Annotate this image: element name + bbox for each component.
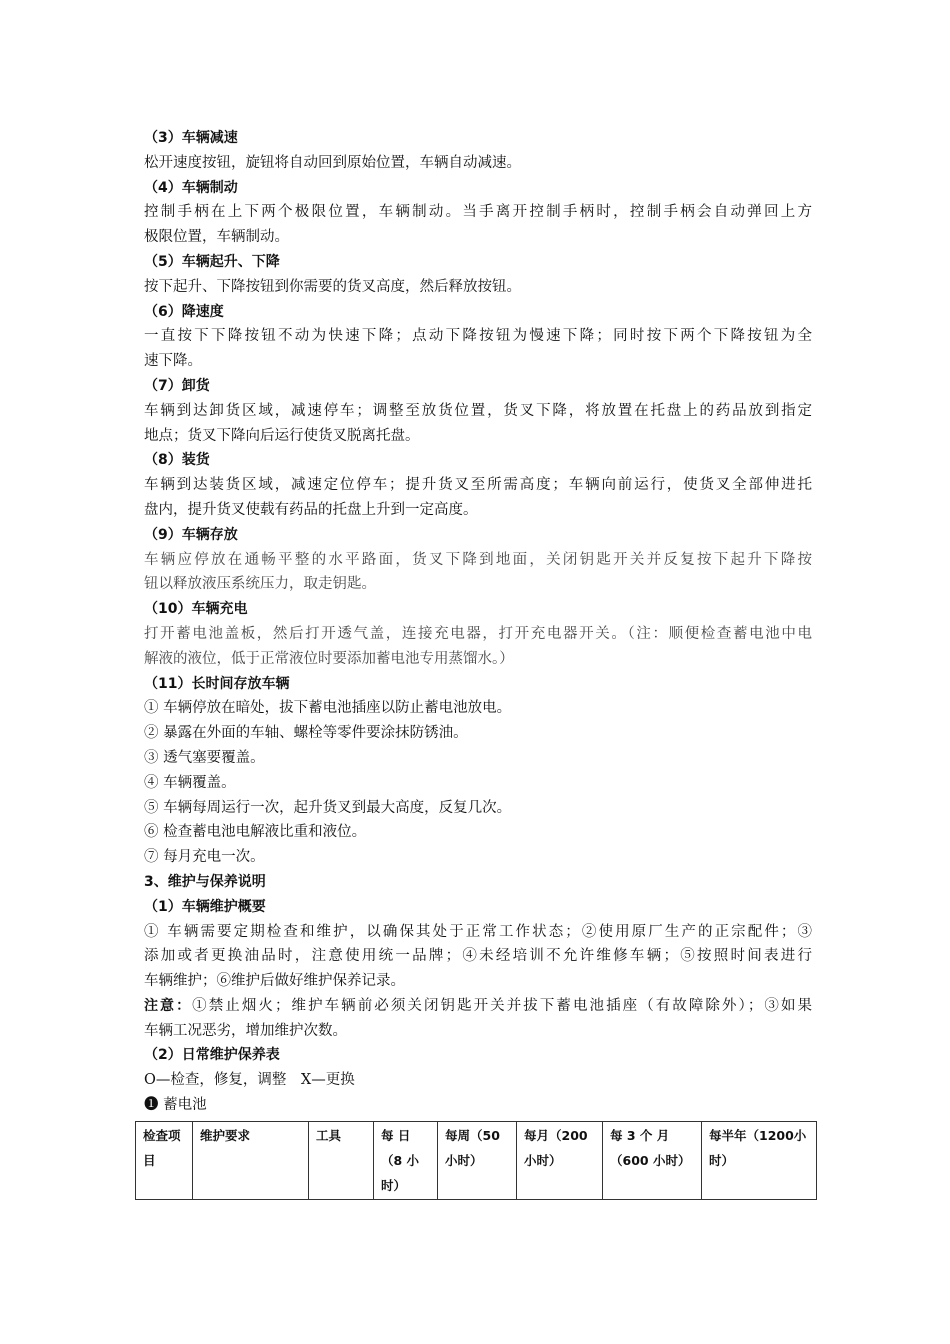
heading-maintenance-section: 3、维护与保养说明 — [144, 873, 266, 890]
paragraph-vehicle-braking-line1: 控制手柄在上下两个极限位置，车辆制动。当手离开控制手柄时，控制手柄会自动弹回上方 — [144, 204, 812, 221]
paragraph-loading-line2: 盘内，提升货叉使载有药品的托盘上升到一定高度。 — [144, 501, 478, 518]
heading-daily-maintenance-table: （2）日常维护保养表 — [144, 1047, 280, 1064]
paragraph-lowering-speed-line2: 速下降。 — [144, 353, 202, 370]
paragraph-maintenance-overview-line1: ① 车辆需要定期检查和维护，以确保其处于正常工作状态；②使用原厂生产的正宗配件；③ — [144, 923, 812, 940]
heading-vehicle-braking: （4）车辆制动 — [144, 179, 238, 196]
paragraph-unloading-line1: 车辆到达卸货区域，减速停车；调整至放货位置，货叉下降，将放置在托盘上的药品放到指定 — [144, 402, 812, 419]
paragraph-note-line1 — [144, 994, 812, 1019]
table-header-cell: 检查项目 — [136, 1122, 193, 1200]
list-item: ⑥ 检查蓄电池电解液比重和液位。 — [144, 824, 367, 841]
legend-text: O—检查，修复，调整 X—更换 — [144, 1072, 355, 1089]
list-item: ③ 透气塞要覆盖。 — [144, 749, 265, 766]
table-header-row — [136, 1122, 817, 1200]
table-header-cell: 每周（50小时） — [438, 1122, 517, 1200]
paragraph-lowering-speed-line1: 一直按下下降按钮不动为快速下降；点动下降按钮为慢速下降；同时按下两个下降按钮为全 — [144, 328, 812, 345]
note-text: ①禁止烟火；维护车辆前必须关闭钥匙开关并拔下蓄电池插座（有故障除外）；③如果 — [192, 997, 812, 1014]
heading-long-term-storage: （11）长时间存放车辆 — [144, 675, 290, 692]
maintenance-table — [135, 1121, 817, 1200]
paragraph-maintenance-overview-line3: 车辆维护；⑥维护后做好维护保养记录。 — [144, 973, 405, 990]
paragraph-vehicle-deceleration: 松开速度按钮，旋钮将自动回到原始位置，车辆自动减速。 — [144, 154, 521, 171]
paragraph-loading-line1: 车辆到达装货区域，减速定位停车；提升货叉至所需高度；车辆向前运行，使货叉全部伸进托 — [144, 477, 812, 494]
heading-vehicle-deceleration: （3）车辆减速 — [144, 130, 238, 146]
list-item: ① 车辆停放在暗处，拔下蓄电池插座以防止蓄电池放电。 — [144, 700, 512, 717]
heading-unloading: （7）卸货 — [144, 377, 210, 394]
table-header-cell: 维护要求 — [193, 1122, 309, 1200]
heading-vehicle-charging: （10）车辆充电 — [144, 601, 248, 618]
heading-vehicle-storage: （9）车辆存放 — [144, 526, 238, 543]
table-header-cell: 每半年（1200小时） — [702, 1122, 817, 1200]
paragraph-vehicle-charging-line1: 打开蓄电池盖板，然后打开透气盖，连接充电器，打开充电器开关。（注：顺便检查蓄电池中电 — [144, 625, 812, 642]
paragraph-vehicle-braking-line2: 极限位置，车辆制动。 — [144, 229, 289, 246]
table-header-cell: 每 日（8 小时） — [374, 1122, 438, 1200]
paragraph-unloading-line2: 地点；货叉下降向后运行使货叉脱离托盘。 — [144, 427, 420, 444]
heading-lift-lower: （5）车辆起升、下降 — [144, 253, 280, 270]
note-label: 注意： — [144, 997, 193, 1014]
paragraph-maintenance-overview-line2: 添加或者更换油品时，注意使用统一品牌；④未经培训不允许维修车辆；⑤按照时间表进行 — [144, 948, 812, 965]
list-item: ④ 车辆覆盖。 — [144, 774, 236, 791]
paragraph-vehicle-charging-line2: 解液的液位，低于正常液位时要添加蓄电池专用蒸馏水。） — [144, 650, 514, 667]
document-content — [144, 126, 812, 1118]
heading-loading: （8）装货 — [144, 452, 210, 469]
table-header-cell: 工具 — [309, 1122, 374, 1200]
paragraph-lift-lower: 按下起升、下降按钮到你需要的货叉高度，然后释放按钮。 — [144, 278, 521, 295]
paragraph-vehicle-storage-line2: 钮以释放液压系统压力，取走钥匙。 — [144, 576, 376, 593]
battery-label: ❶ 蓄电池 — [144, 1097, 207, 1114]
paragraph-vehicle-storage-line1: 车辆应停放在通畅平整的水平路面，货叉下降到地面，关闭钥匙开关并反复按下起升下降按 — [144, 551, 812, 568]
list-item: ⑤ 车辆每周运行一次，起升货叉到最大高度，反复几次。 — [144, 799, 512, 816]
heading-lowering-speed: （6）降速度 — [144, 303, 224, 320]
list-item: ⑦ 每月充电一次。 — [144, 849, 265, 866]
heading-maintenance-overview: （1）车辆维护概要 — [144, 898, 266, 915]
table-header-cell: 每月（200小时） — [517, 1122, 603, 1200]
list-item: ② 暴露在外面的车轴、螺栓等零件要涂抹防锈油。 — [144, 725, 468, 742]
paragraph-note-line2: 车辆工况恶劣，增加维护次数。 — [144, 1022, 347, 1039]
table-header-cell: 每 3 个 月（600 小时） — [603, 1122, 702, 1200]
